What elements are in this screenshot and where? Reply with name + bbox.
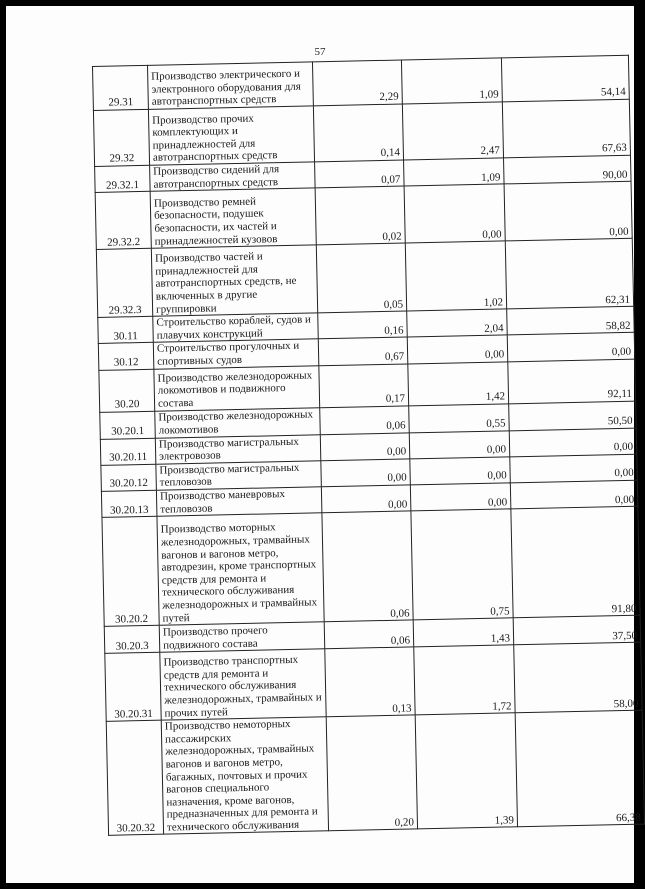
row-value-1: 0,16: [318, 311, 408, 339]
row-code: 30.12: [98, 343, 154, 370]
row-name: Производство ремней безопасности, подушек безопасности, их частей и принадлежностей кузовов: [150, 188, 316, 248]
row-code: 30.11: [98, 316, 154, 343]
row-value-3: 54,14: [501, 55, 629, 102]
row-code: 30.20.13: [101, 490, 157, 517]
row-value-2: 0,55: [409, 403, 510, 432]
row-value-3: 0,00: [510, 454, 638, 483]
table-row: [96, 238, 633, 317]
row-value-2: 0,75: [411, 509, 513, 620]
table-row: [102, 506, 640, 626]
row-code: 29.32.1: [95, 165, 151, 192]
row-code: 30.20.2: [102, 516, 159, 626]
row-name: Производство железнодорожных локомотивов и подвижного состава: [154, 365, 320, 410]
row-name: Производство магистральных электровозов: [155, 434, 321, 464]
row-name: Производство электрического и электронного оборудования для автотранспортных средств: [147, 62, 313, 109]
row-code: 30.20.11: [100, 438, 156, 465]
row-value-1: 0,20: [326, 715, 417, 831]
table-row: [106, 710, 644, 836]
row-value-1: 0,17: [319, 364, 409, 408]
row-name: Производство транспортных средств для ремонта и технического обслуживания железнодорожных, трамвайных и прочих путей: [160, 649, 326, 720]
row-value-3: 91,80: [511, 506, 640, 618]
row-value-1: 0,00: [321, 485, 411, 513]
row-value-3: 0,00: [504, 181, 632, 241]
row-name: Производство железнодорожных локомотивов: [155, 407, 321, 437]
row-value-1: 0,07: [315, 160, 405, 188]
row-value-2: 1,09: [401, 58, 502, 104]
row-name: Производство немоторных пассажирских железнодорожных, трамвайных вагонов и вагонов метро, багажных, почтовых и прочих вагонов специального назначения, кроме вагонов, предназначенных для ремонта и технического обслуживания: [161, 717, 328, 835]
row-value-3: 58,00: [514, 642, 642, 713]
row-value-1: 0,05: [316, 243, 406, 313]
statistics-table: [92, 55, 645, 837]
row-value-2: 2,47: [402, 102, 503, 160]
row-code: 29.32.3: [96, 248, 152, 317]
row-code: 30.20.1: [100, 411, 156, 439]
row-code: 29.32: [93, 109, 149, 166]
row-name: Производство моторных железнодорожных, трамвайных вагонов и вагонов метро, автодрезин, кроме транспортных средств для ремонта и технического обслуживания железнодорожных и трамвайных путей: [157, 513, 324, 625]
row-value-1: 0,06: [322, 511, 413, 622]
row-value-3: 0,00: [509, 428, 637, 457]
row-value-2: 1,39: [415, 713, 517, 829]
row-code: 30.20.12: [101, 464, 157, 491]
row-value-1: 0,02: [315, 186, 405, 245]
row-value-2: 0,00: [409, 430, 510, 458]
row-value-1: 0,13: [325, 647, 415, 717]
row-value-2: 1,09: [404, 158, 505, 186]
row-value-1: 0,00: [321, 459, 411, 487]
row-name: Строительство прогулочных и спортивных судов: [153, 339, 319, 369]
row-name: Производство прочего подвижного состава: [159, 622, 325, 652]
row-name: Строительство кораблей, судов и плавучих конструкций: [153, 313, 319, 343]
table-row: [105, 642, 642, 721]
row-value-2: 1,02: [405, 241, 506, 311]
row-value-2: 0,00: [410, 457, 511, 485]
row-value-1: 0,06: [324, 620, 414, 649]
row-value-2: 1,42: [408, 361, 509, 405]
row-value-3: 0,00: [507, 333, 635, 362]
row-value-2: 2,04: [407, 309, 508, 337]
row-code: 29.32.2: [95, 191, 151, 249]
row-value-1: 0,00: [320, 432, 410, 460]
row-value-3: 67,63: [502, 99, 630, 158]
row-value-2: 0,00: [404, 184, 505, 243]
row-value-1: 0,06: [320, 406, 410, 435]
row-value-2: 1,43: [413, 618, 514, 647]
row-name: Производство магистральных тепловозов: [156, 461, 322, 491]
row-value-2: 0,00: [410, 483, 511, 511]
row-code: 30.20.3: [104, 625, 160, 653]
row-code: 30.20.31: [105, 652, 161, 721]
row-code: 30.20: [99, 369, 155, 412]
row-name: Производство маневровых тепловозов: [156, 487, 322, 517]
row-value-3: 92,11: [508, 359, 636, 404]
row-name: Производство частей и принадлежностей для автотранспортных средств, не включенных в другие группировки: [151, 245, 317, 316]
row-code: 30.20.32: [106, 720, 163, 835]
row-value-3: 66,38: [515, 710, 644, 827]
document-page: [6, 6, 641, 883]
row-value-3: 58,82: [507, 306, 635, 335]
row-value-1: 2,29: [312, 60, 402, 106]
row-value-3: 37,50: [513, 615, 641, 645]
page-number: 57: [314, 46, 326, 58]
row-value-1: 0,14: [313, 104, 403, 162]
row-value-3: 0,00: [510, 480, 638, 509]
row-value-1: 0,67: [318, 337, 408, 365]
row-value-2: 0,00: [407, 335, 508, 363]
row-name: Производство прочих комплектующих и принадлежностей для автотранспортных средств: [148, 106, 314, 165]
row-value-3: 90,00: [504, 155, 632, 184]
row-value-3: 50,50: [509, 401, 637, 431]
table-body: [93, 55, 645, 836]
row-name: Производство сидений для автотранспортных средств: [150, 162, 316, 192]
row-code: 29.31: [93, 65, 149, 110]
row-value-2: 1,72: [414, 645, 515, 715]
row-value-3: 62,31: [505, 238, 633, 309]
